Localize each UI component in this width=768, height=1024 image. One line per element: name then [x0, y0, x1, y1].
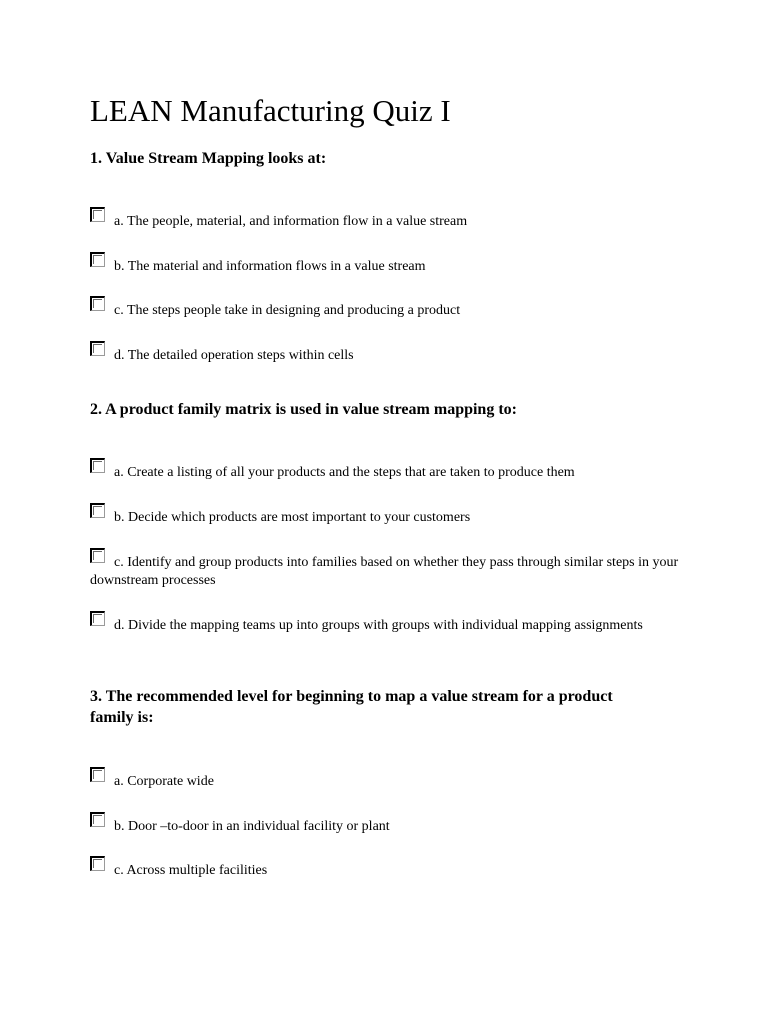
question-2-option-b[interactable]	[90, 503, 690, 527]
radio-button-icon[interactable]	[90, 548, 105, 563]
option-label: a. Create a listing of all your products and the steps that are taken to produce them	[114, 465, 575, 480]
radio-button-icon[interactable]	[90, 767, 105, 782]
question-1-text: 1. Value Stream Mapping looks at:	[90, 150, 327, 167]
radio-button-icon[interactable]	[90, 458, 105, 473]
radio-button-icon[interactable]	[90, 341, 105, 356]
radio-button-icon[interactable]	[90, 856, 105, 871]
question-3-text: 3. The recommended level for beginning to map a value stream for a product family is:	[90, 688, 613, 726]
radio-button-icon[interactable]	[90, 611, 105, 626]
question-3-option-b[interactable]	[90, 812, 690, 836]
option-label: a. The people, material, and information flow in a value stream	[114, 214, 468, 229]
question-1-option-d[interactable]	[90, 341, 690, 365]
option-label: c. Across multiple facilities	[114, 863, 268, 878]
question-2-text: 2. A product family matrix is used in value stream mapping to:	[90, 401, 517, 418]
option-label: b. Decide which products are most important to your customers	[114, 510, 471, 525]
question-2-option-d[interactable]	[90, 611, 690, 635]
question-3-option-a[interactable]	[90, 767, 690, 791]
option-label: b. The material and information flows in a value stream	[114, 259, 426, 274]
question-1-option-a[interactable]	[90, 207, 690, 231]
option-label: a. Corporate wide	[114, 774, 214, 789]
option-label: c. Identify and group products into families based on whether they pass through similar steps in your downstream processes	[90, 555, 679, 588]
option-label: d. The detailed operation steps within cells	[114, 348, 354, 363]
question-3-option-c[interactable]	[90, 856, 690, 880]
option-label: d. Divide the mapping teams up into groups with groups with individual mapping assignments	[114, 618, 643, 633]
radio-button-icon[interactable]	[90, 812, 105, 827]
radio-button-icon[interactable]	[90, 207, 105, 222]
radio-button-icon[interactable]	[90, 503, 105, 518]
page-title: LEAN Manufacturing Quiz I	[90, 93, 451, 128]
option-label: b. Door –to-door in an individual facility or plant	[114, 819, 390, 834]
question-2-option-c[interactable]	[90, 548, 690, 590]
question-1-option-b[interactable]	[90, 252, 690, 276]
question-2-option-a[interactable]	[90, 458, 690, 482]
option-label: c. The steps people take in designing and producing a product	[114, 303, 461, 318]
radio-button-icon[interactable]	[90, 252, 105, 267]
radio-button-icon[interactable]	[90, 296, 105, 311]
question-1-option-c[interactable]	[90, 296, 690, 320]
